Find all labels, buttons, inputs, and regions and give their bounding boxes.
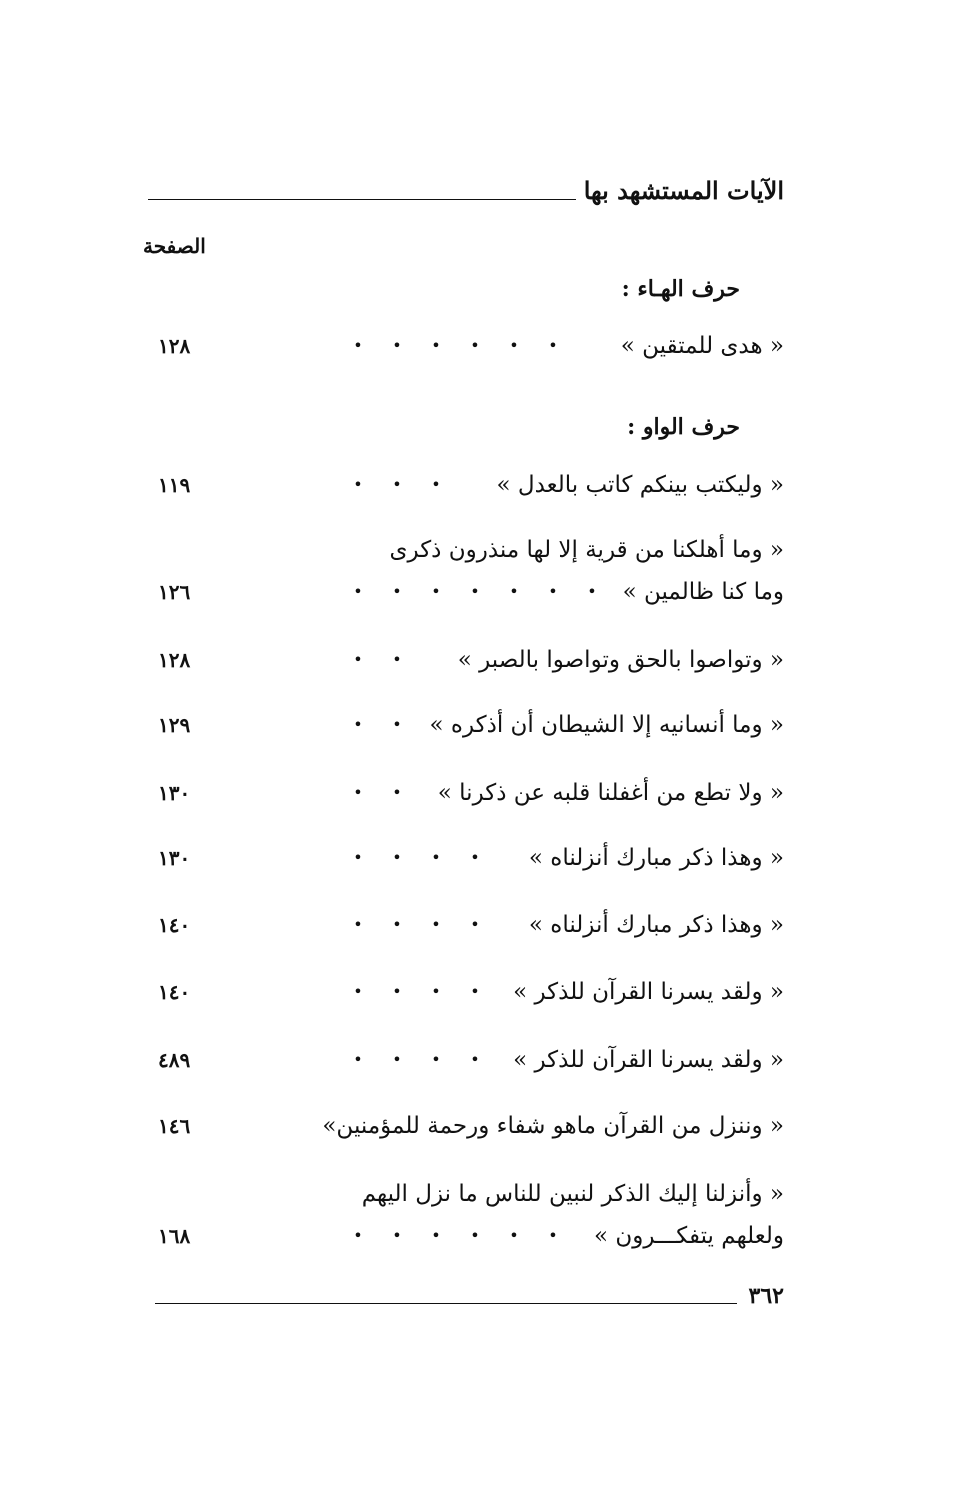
verse-text: « ولقد يسرنا القرآن للذكر » (513, 979, 784, 1005)
header-title: الآيات المستشهد بها (583, 176, 784, 205)
verse-text: « وننزل من القرآن ماهو شفاء ورحمة للمؤمنين» (322, 1113, 784, 1139)
entry-page-number: ١٢٨ (158, 648, 191, 672)
entry-page-number: ١٦٨ (158, 1224, 191, 1248)
section-heading-haa: حرف الهـاء : (621, 276, 740, 302)
verse-text: « ولقد يسرنا القرآن للذكر » (513, 1047, 784, 1073)
entry-page-number: ١٢٨ (158, 334, 191, 358)
entry-page-number: ١٣٠ (158, 781, 191, 805)
entry-page-number: ١١٩ (158, 473, 191, 497)
verse-text: « هدى للمتقين » (620, 333, 784, 359)
dot-leader: • • • • • • (353, 1226, 558, 1245)
dot-leader: • • • • (353, 915, 480, 934)
section-heading-waw: حرف الواو : (627, 414, 740, 440)
dot-leader: • • (353, 650, 402, 669)
verse-text-line-1: « وأنزلنا إليك الذكر لنبين للناس ما نزل اليهم (361, 1181, 784, 1207)
entry-page-number: ١٤٠ (158, 913, 191, 937)
dot-leader: • • • • (353, 848, 480, 867)
header-rule (148, 199, 576, 200)
verse-text: « ولا تطع من أغفلنا قلبه عن ذكرنا » (437, 780, 784, 806)
verse-text: « وليكتب بينكم كاتب بالعدل » (496, 472, 784, 498)
entry-page-number: ١٤٠ (158, 980, 191, 1004)
entry-page-number: ١٢٦ (158, 580, 191, 604)
page-column-label: الصفحة (143, 234, 206, 258)
entry-page-number: ٤٨٩ (158, 1048, 191, 1072)
verse-text: « وهذا ذكر مبارك أنزلناه » (528, 845, 784, 871)
verse-text: « وهذا ذكر مبارك أنزلناه » (528, 912, 784, 938)
running-header (148, 170, 784, 206)
dot-leader: • • • (353, 475, 441, 494)
verse-text-line-2: ولعلهم يتفكـــرون » (593, 1223, 784, 1249)
dot-leader: • • • • • • (353, 336, 558, 355)
page-footer (148, 1280, 784, 1310)
entry-page-number: ١٤٦ (158, 1114, 191, 1138)
folio-page-number: ٣٦٢ (748, 1283, 784, 1309)
dot-leader: • • • • • • • (353, 582, 597, 601)
dot-leader: • • • • (353, 1050, 480, 1069)
verse-text-line-1: « وما أهلكنا من قرية إلا لها منذرون ذكرى (389, 537, 784, 563)
entry-page-number: ١٢٩ (158, 713, 191, 737)
dot-leader: • • (353, 715, 402, 734)
footer-rule (155, 1303, 737, 1304)
entry-page-number: ١٣٠ (158, 846, 191, 870)
dot-leader: • • (353, 783, 402, 802)
dot-leader: • • • • (353, 982, 480, 1001)
verse-text: « وتواصوا بالحق وتواصوا بالصبر » (457, 647, 784, 673)
verse-text: « وما أنسانيه إلا الشيطان أن أذكره » (429, 712, 784, 738)
verse-text-line-2: وما كنا ظالمين » (622, 579, 784, 605)
